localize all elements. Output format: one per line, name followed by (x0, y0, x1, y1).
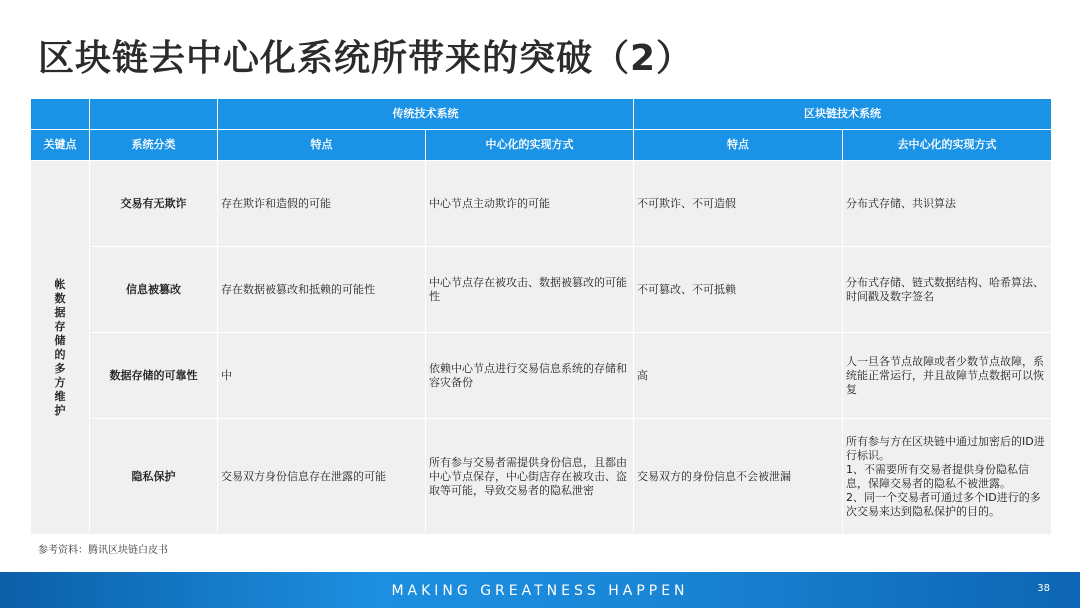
bc-feature-cell: 不可欺诈、不可造假 (634, 161, 843, 247)
table-row (31, 419, 1052, 535)
page-number: 38 (1037, 583, 1050, 594)
table-row (31, 247, 1052, 333)
trad-feature-cell: 存在欺诈和造假的可能 (218, 161, 426, 247)
bc-feature-cell: 不可篡改、不可抵赖 (634, 247, 843, 333)
bc-feature-cell: 高 (634, 333, 843, 419)
trad-feature-header: 特点 (218, 130, 426, 161)
bc-method-header: 去中心化的实现方式 (843, 130, 1052, 161)
footer-slogan: MAKING GREATNESS HAPPEN (391, 583, 689, 599)
trad-feature-cell: 交易双方身份信息存在泄露的可能 (218, 419, 426, 535)
blockchain-system-header: 区块链技术系统 (634, 99, 1052, 130)
key-point-cell (31, 161, 90, 535)
trad-method-header: 中心化的实现方式 (426, 130, 634, 161)
trad-method-cell: 所有参与交易者需提供身份信息，且都由中心节点保存，中心街店存在被攻击、盗取等可能，导致交易者的隐私泄密 (426, 419, 634, 535)
category-cell: 隐私保护 (90, 419, 218, 535)
blank-header-cell (31, 99, 90, 130)
traditional-system-header: 传统技术系统 (218, 99, 634, 130)
table-row (31, 161, 1052, 247)
bc-method-cell: 所有参与方在区块链中通过加密后的ID进行标识。 1、不需要所有交易者提供身份隐私信息，保障交易者的隐私不被泄露。 2、同一个交易者可通过多个ID进行的多次交易来达到隐私保护的目的。 (843, 419, 1052, 535)
group-header-row (31, 99, 1052, 130)
category-cell: 交易有无欺诈 (90, 161, 218, 247)
comparison-table (30, 98, 1052, 535)
key-point-text: 帐数据存储的多方维护 (54, 277, 66, 417)
key-point-header: 关键点 (31, 130, 90, 161)
category-header: 系统分类 (90, 130, 218, 161)
reference-note: 参考资料：腾讯区块链白皮书 (38, 545, 168, 556)
footer-banner (0, 572, 1080, 608)
table-row (31, 333, 1052, 419)
bc-feature-cell: 交易双方的身份信息不会被泄漏 (634, 419, 843, 535)
bc-method-cell: 人一旦各节点故障或者少数节点故障，系统能正常运行，并且故障节点数据可以恢复 (843, 333, 1052, 419)
category-cell: 数据存储的可靠性 (90, 333, 218, 419)
slide-title: 区块链去中心化系统所带来的突破（2） (38, 38, 694, 79)
trad-feature-cell: 中 (218, 333, 426, 419)
blank-header-cell (90, 99, 218, 130)
trad-method-cell: 中心节点存在被攻击、数据被篡改的可能性 (426, 247, 634, 333)
bc-method-cell: 分布式存储、链式数据结构、哈希算法、时间戳及数字签名 (843, 247, 1052, 333)
category-cell: 信息被篡改 (90, 247, 218, 333)
column-header-row (31, 130, 1052, 161)
trad-method-cell: 依赖中心节点进行交易信息系统的存储和容灾备份 (426, 333, 634, 419)
bc-method-cell: 分布式存储、共识算法 (843, 161, 1052, 247)
bc-feature-header: 特点 (634, 130, 843, 161)
trad-feature-cell: 存在数据被篡改和抵赖的可能性 (218, 247, 426, 333)
trad-method-cell: 中心节点主动欺诈的可能 (426, 161, 634, 247)
